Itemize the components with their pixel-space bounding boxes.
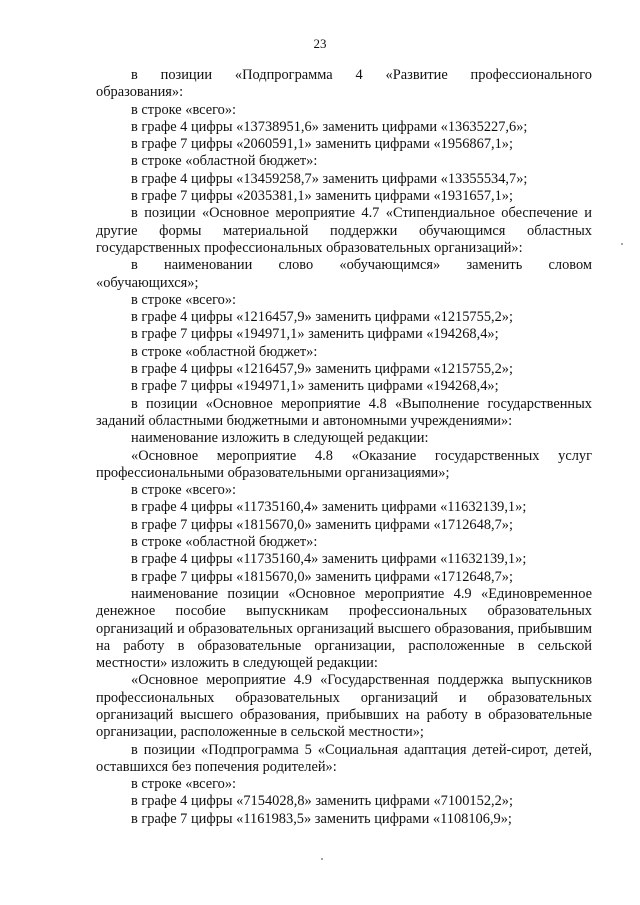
- paragraph: в графе 4 цифры «11735160,4» заменить цифрами «11632139,1»;: [131, 551, 527, 568]
- paragraph: в графе 4 цифры «1216457,9» заменить цифрами «1215755,2»;: [131, 309, 513, 326]
- paragraph: в графе 7 цифры «194971,1» заменить цифрами «194268,4»;: [131, 378, 499, 395]
- paragraph: в графе 4 цифры «13459258,7» заменить цифрами «13355534,7»;: [131, 170, 528, 187]
- paragraph: в графе 7 цифры «2060591,1» заменить цифрами «1956867,1»;: [131, 136, 513, 153]
- paragraph: в строке «всего»:: [131, 101, 237, 118]
- paragraph: в строке «всего»:: [131, 482, 237, 499]
- paragraph: в строке «областной бюджет»:: [131, 343, 318, 360]
- paragraph: в графе 7 цифры «2035381,1» заменить цифрами «1931657,1»;: [131, 188, 513, 205]
- paragraph: в строке «всего»:: [131, 776, 237, 793]
- paragraph: «обучающихся»;: [96, 274, 199, 291]
- scan-speck: [621, 243, 623, 245]
- paragraph: наименование позиции «Основное мероприятие 4.9 «Единовременное денежное пособие выпускникам профессиональных образовательных организаций и образовательных организаций высшего образования, прибывшим на работу в образовательные организации, расположенные в сельской местности» изложить в следующей редакции:: [96, 585, 592, 672]
- paragraph: в позиции «Подпрограмма 4 «Развитие профессионального: [131, 67, 592, 83]
- paragraph: в графе 4 цифры «13738951,6» заменить цифрами «13635227,6»;: [131, 118, 528, 135]
- paragraph: «Основное мероприятие 4.9 «Государственная поддержка выпускников профессиональных образовательных организаций и образовательных организаций высшего образования, прибывших на работу в образовательные организации, расположенные в сельской местности»;: [96, 672, 592, 741]
- paragraph: в графе 7 цифры «1815670,0» заменить цифрами «1712648,7»;: [131, 516, 513, 533]
- paragraph: в строке «областной бюджет»:: [131, 153, 318, 170]
- page-number: 23: [313, 36, 327, 51]
- paragraph: в графе 4 цифры «7154028,8» заменить цифрами «7100152,2»;: [131, 793, 513, 810]
- paragraph: в наименовании слово «обучающимся» заменить словом: [131, 257, 592, 274]
- paragraph: в строке «областной бюджет»:: [131, 534, 318, 551]
- paragraph: в графе 7 цифры «194971,1» заменить цифрами «194268,4»;: [131, 326, 499, 343]
- paragraph: наименование изложить в следующей редакции:: [131, 430, 429, 447]
- paragraph: в строке «всего»:: [131, 291, 237, 308]
- paragraph: в позиции «Основное мероприятие 4.7 «Стипендиальное обеспечение и другие формы материальной поддержки обучающимся областных государственных профессиональных образовательных организаций»:: [96, 205, 592, 256]
- document-body: [96, 67, 592, 828]
- paragraph: в позиции «Основное мероприятие 4.8 «Выполнение государственных заданий областными бюджетными и автономными учреждениями»:: [96, 395, 592, 429]
- paragraph: образования»:: [96, 84, 184, 101]
- scan-speck: [321, 858, 323, 860]
- paragraph: «Основное мероприятие 4.8 «Оказание государственных услуг профессиональными образовательными организациями»;: [96, 447, 592, 481]
- paragraph: в графе 4 цифры «1216457,9» заменить цифрами «1215755,2»;: [131, 361, 513, 378]
- paragraph: в графе 4 цифры «11735160,4» заменить цифрами «11632139,1»;: [131, 499, 527, 516]
- paragraph: в графе 7 цифры «1161983,5» заменить цифрами «1108106,9»;: [131, 810, 512, 827]
- paragraph: в графе 7 цифры «1815670,0» заменить цифрами «1712648,7»;: [131, 568, 513, 585]
- paragraph: в позиции «Подпрограмма 5 «Социальная адаптация детей-сирот, детей, оставшихся без попечения родителей»:: [96, 741, 592, 775]
